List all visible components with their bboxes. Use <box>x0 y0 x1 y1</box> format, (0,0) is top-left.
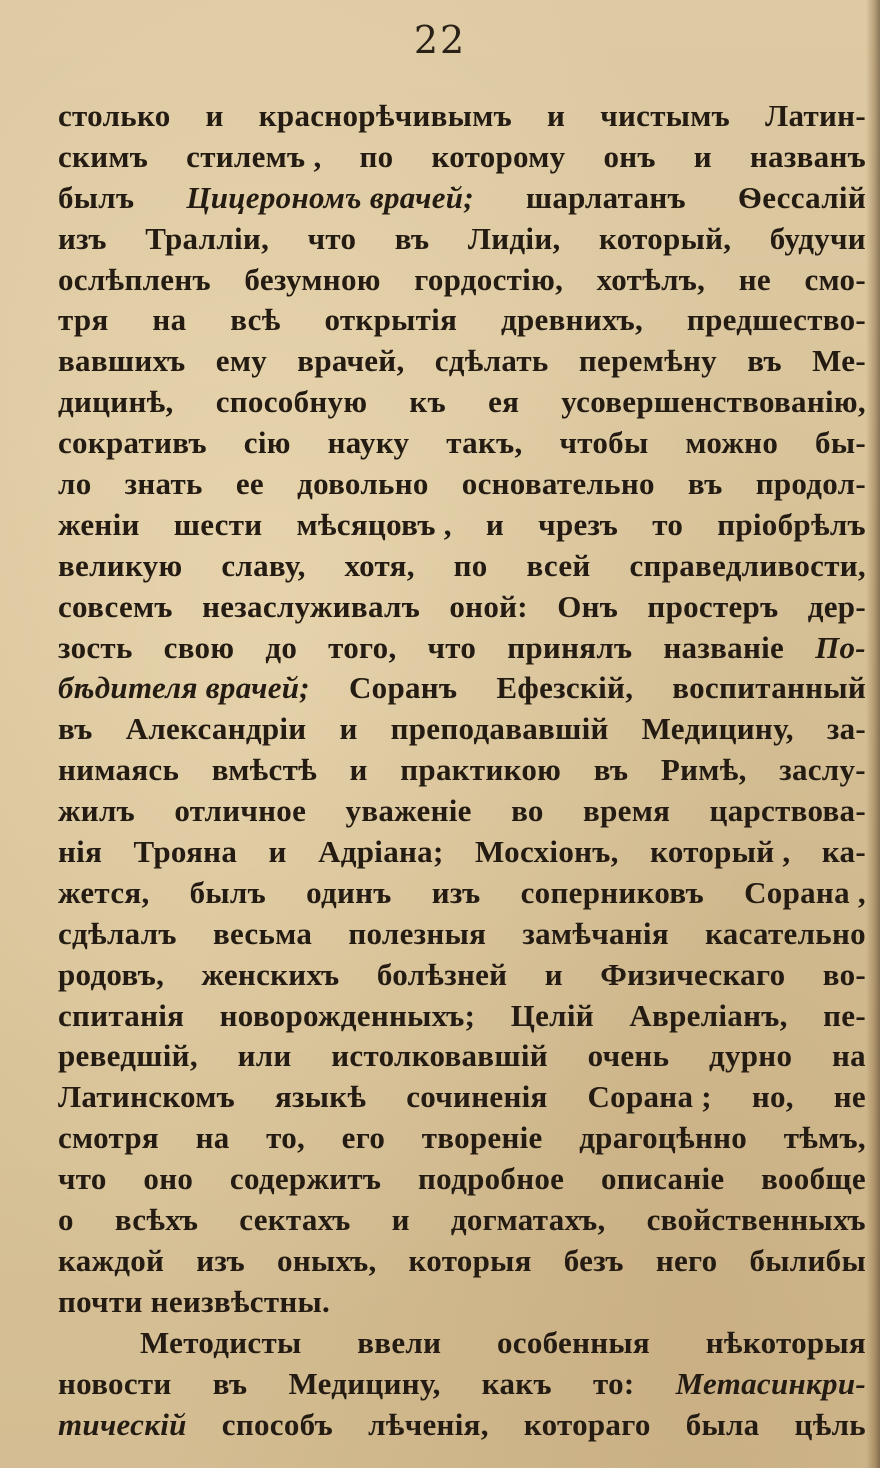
word: содержитъ <box>229 1161 382 1197</box>
word: онъ <box>603 138 656 174</box>
text-line <box>58 1118 866 1159</box>
word: въ <box>58 711 93 747</box>
word: ввели <box>357 1324 442 1360</box>
word: но, <box>751 1079 794 1115</box>
word: въ <box>747 343 782 379</box>
word: способную <box>215 384 368 420</box>
word: будучи <box>769 220 866 256</box>
word: всѣ <box>230 302 281 338</box>
word: на <box>152 302 187 338</box>
word: сiю <box>243 425 291 461</box>
word: истолковавшiй <box>331 1038 548 1074</box>
word: женскихъ <box>201 956 340 992</box>
word: великую <box>58 547 183 583</box>
word: родовъ, <box>58 956 165 992</box>
word: которыя <box>408 1242 532 1278</box>
word: соперниковъ <box>520 874 704 910</box>
italic-word: Метасинкри- <box>675 1365 866 1401</box>
word: сокративъ <box>58 425 207 461</box>
word: былъ <box>58 179 135 215</box>
word: въ <box>593 752 629 788</box>
word: Мосхiонъ, <box>475 834 619 870</box>
word: новорожденныхъ; <box>219 997 476 1033</box>
word: былъ <box>189 874 266 910</box>
word: каждой <box>58 1242 165 1278</box>
word: во <box>511 793 544 829</box>
word: незаслуживалъ <box>202 588 421 624</box>
word: весьма <box>212 915 313 951</box>
word: то: <box>592 1365 635 1401</box>
word: на <box>195 1120 230 1156</box>
word: справедливости, <box>629 547 866 583</box>
word: что <box>427 629 477 665</box>
word: гордостiю, <box>414 261 564 297</box>
word: Сорана , <box>744 874 866 910</box>
word: замѣчанiя <box>522 915 669 951</box>
word: изъ <box>58 220 107 256</box>
word: хотя, <box>344 547 415 583</box>
word: къ <box>409 384 446 420</box>
word: творенiе <box>421 1120 543 1156</box>
word: простеръ <box>647 588 779 624</box>
word: и <box>547 98 566 133</box>
word: Римѣ, <box>660 752 747 788</box>
word: Ефезскiй, <box>496 670 634 706</box>
word: знать <box>124 466 203 502</box>
word: и <box>693 138 712 174</box>
word: Лидiи, <box>467 220 561 256</box>
word: во- <box>822 956 866 992</box>
word: ему <box>215 343 268 379</box>
word: новости <box>58 1365 172 1401</box>
word: цѣль <box>794 1406 866 1442</box>
word: него <box>655 1242 718 1278</box>
word: о <box>58 1202 74 1238</box>
word: хотѣлъ, <box>596 261 706 297</box>
word: котораго <box>523 1406 651 1442</box>
word: тря <box>58 302 109 338</box>
page-edge-shadow <box>866 0 880 1468</box>
word: сдѣлать <box>434 343 549 379</box>
word: спитанiя <box>58 997 185 1033</box>
word: совсемъ <box>58 588 173 624</box>
word: краснорѣчивымъ <box>258 98 512 133</box>
word: догматахъ, <box>450 1202 606 1238</box>
word: шести <box>173 506 263 542</box>
word: Латин- <box>765 98 866 133</box>
text-line <box>58 955 866 996</box>
word: что <box>307 220 357 256</box>
word: уваженiе <box>345 793 472 829</box>
word: подробное <box>418 1161 565 1197</box>
word: мѣсяцовъ , <box>296 506 452 542</box>
word: въ <box>394 220 430 256</box>
text-line <box>58 1159 866 1200</box>
word: была <box>685 1406 760 1442</box>
text-line <box>58 96 866 137</box>
word: бы- <box>815 425 866 461</box>
word: былибы <box>749 1242 866 1278</box>
word: Латинскомъ <box>58 1079 236 1115</box>
word: того, <box>328 629 397 665</box>
word: Физическаго <box>600 956 786 992</box>
word: за- <box>826 711 866 747</box>
word: дер- <box>807 588 866 624</box>
word: сочиненiя <box>406 1079 548 1115</box>
word: въ <box>212 1365 248 1401</box>
word: на <box>831 1038 866 1074</box>
text-line <box>58 382 866 423</box>
word: реведшiй, <box>58 1038 198 1074</box>
word: что <box>58 1161 107 1197</box>
word: усовершенствованiю, <box>561 384 866 420</box>
word: ло <box>58 466 92 502</box>
word: Целiй <box>510 997 594 1033</box>
word: такъ, <box>446 425 523 461</box>
word: ка- <box>821 834 866 870</box>
word: женiи <box>58 506 140 542</box>
word: древнихъ, <box>501 302 644 338</box>
word: Аврелiанъ, <box>629 997 788 1033</box>
word: тѣмъ, <box>783 1120 866 1156</box>
text-line <box>58 587 866 628</box>
italic-word: По- <box>815 629 866 665</box>
word: Онъ <box>557 588 619 624</box>
word: нiя <box>58 834 103 870</box>
text-line <box>58 260 866 301</box>
word: или <box>237 1038 292 1074</box>
text-line <box>58 423 866 464</box>
word: вмѣстѣ <box>211 752 318 788</box>
word: воспитанный <box>672 670 866 706</box>
word: царствова- <box>709 793 866 829</box>
word: изъ <box>196 1242 245 1278</box>
text-line <box>58 137 866 178</box>
text-line <box>58 750 866 791</box>
word: вавшихъ <box>58 343 186 379</box>
word: стилемъ , <box>186 138 322 174</box>
word: который , <box>650 834 791 870</box>
word: вообще <box>761 1161 866 1197</box>
word: пе- <box>823 997 866 1033</box>
word: смо- <box>804 261 866 297</box>
word: науку <box>327 425 410 461</box>
word: и <box>268 834 287 870</box>
italic-word: Цицерономъ врачей; <box>186 179 474 215</box>
word: и <box>485 506 505 542</box>
text-line <box>58 1364 866 1405</box>
word: до <box>265 629 298 665</box>
word: оно <box>143 1161 194 1197</box>
word: языкѣ <box>274 1079 367 1115</box>
word: шарлатанъ <box>525 179 686 215</box>
word: сдѣлалъ <box>58 915 177 951</box>
word: практикою <box>400 752 562 788</box>
word: Медицину, <box>288 1365 441 1401</box>
word: по <box>359 138 394 174</box>
text-line <box>58 873 866 914</box>
text-line <box>58 178 866 219</box>
word: и <box>391 1202 410 1238</box>
word: Александрiи <box>125 711 307 747</box>
word: безъ <box>563 1242 624 1278</box>
word: довольно <box>297 466 429 502</box>
word: открытiя <box>324 302 458 338</box>
word: и <box>339 711 358 747</box>
text-line <box>58 832 866 873</box>
word: полезныя <box>348 915 487 951</box>
word: чтобы <box>559 425 649 461</box>
text-line <box>58 628 866 669</box>
word: смотря <box>58 1120 159 1156</box>
italic-word: бѣдителя врачей; <box>58 670 310 706</box>
word: то, <box>266 1120 306 1156</box>
text-line <box>58 1323 866 1364</box>
word: Сорана ; <box>587 1079 712 1115</box>
word: отличное <box>174 793 307 829</box>
word: въ <box>687 466 723 502</box>
word: нимаясь <box>58 752 180 788</box>
text-line <box>58 668 866 709</box>
word: ослѣпленъ <box>58 261 211 297</box>
word: всей <box>526 547 591 583</box>
word: по <box>453 547 488 583</box>
word: перемѣну <box>578 343 717 379</box>
text-line <box>58 1241 866 1282</box>
word: дицинѣ, <box>58 384 174 420</box>
word: Ме- <box>812 343 866 379</box>
text-line <box>58 546 866 587</box>
word: почти неизвѣстны. <box>58 1283 331 1319</box>
word: дурно <box>708 1038 793 1074</box>
word: жется, <box>58 874 150 910</box>
word: и <box>349 752 368 788</box>
word: безумною <box>244 261 381 297</box>
word: особенныя <box>496 1324 650 1360</box>
text-line <box>58 341 866 382</box>
text-line <box>58 464 866 505</box>
word: какъ <box>481 1365 552 1401</box>
word: Траллiи, <box>145 220 270 256</box>
word: время <box>583 793 671 829</box>
word: продол- <box>755 466 866 502</box>
text-line <box>58 914 866 955</box>
word: ее <box>235 466 264 502</box>
word: названiе <box>663 629 785 665</box>
word: лѣченiя, <box>368 1406 489 1442</box>
word: одинъ <box>306 874 392 910</box>
word: всѣхъ <box>114 1202 199 1238</box>
word: очень <box>587 1038 670 1074</box>
italic-word: тическiй <box>58 1406 187 1442</box>
page-number: 22 <box>413 18 467 62</box>
word: драгоцѣнно <box>579 1120 748 1156</box>
word: свойственныхъ <box>646 1202 866 1238</box>
word: названъ <box>749 138 866 174</box>
word: заслу- <box>779 752 866 788</box>
word: ея <box>488 384 520 420</box>
word: скимъ <box>58 138 149 174</box>
word: прiобрѣлъ <box>717 506 866 542</box>
text-line <box>58 1282 866 1323</box>
word: преподававшiй <box>390 711 609 747</box>
text-line <box>58 1077 866 1118</box>
word: Медицину, <box>641 711 794 747</box>
word: предшество- <box>686 302 866 338</box>
word: можно <box>685 425 779 461</box>
word: нѣкоторыя <box>705 1324 866 1360</box>
word: жилъ <box>58 793 136 829</box>
word: Соранъ <box>348 670 458 706</box>
word: Адрiана; <box>318 834 444 870</box>
text-line <box>58 1200 866 1241</box>
word: Трояна <box>133 834 238 870</box>
word: его <box>341 1120 386 1156</box>
body-text <box>58 96 866 1445</box>
word: не <box>738 261 771 297</box>
word: чистымъ <box>600 98 731 133</box>
text-line <box>58 505 866 546</box>
word: основательно <box>461 466 655 502</box>
word: оныхъ, <box>277 1242 377 1278</box>
text-line <box>58 709 866 750</box>
word: врачей, <box>297 343 405 379</box>
word: и <box>544 956 563 992</box>
word: чрезъ <box>538 506 619 542</box>
word: столько <box>58 98 171 133</box>
text-line <box>58 996 866 1037</box>
text-line <box>58 1405 866 1446</box>
word: который, <box>598 220 732 256</box>
word: и <box>205 98 224 133</box>
word: то <box>652 506 684 542</box>
word: принялъ <box>507 629 633 665</box>
word: оной: <box>449 588 528 624</box>
word: зость <box>58 629 133 665</box>
word: Методисты <box>140 1324 302 1360</box>
text-line <box>58 791 866 832</box>
word: которому <box>431 138 566 174</box>
word: славу, <box>221 547 306 583</box>
word: не <box>833 1079 866 1115</box>
word: Ѳессалій <box>737 179 866 215</box>
word: изъ <box>431 874 481 910</box>
word: описанiе <box>600 1161 725 1197</box>
text-line <box>58 1036 866 1077</box>
word: способъ <box>221 1406 334 1442</box>
word: касательно <box>705 915 866 951</box>
text-line <box>58 219 866 260</box>
word: болѣзней <box>376 956 508 992</box>
word: сектахъ <box>239 1202 351 1238</box>
text-line <box>58 300 866 341</box>
word: свою <box>163 629 235 665</box>
